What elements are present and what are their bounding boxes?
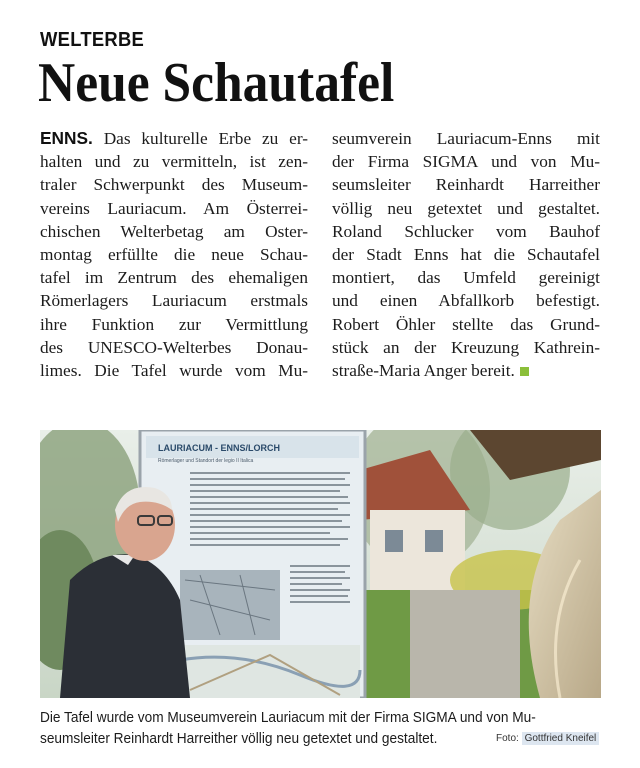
- body-line: chischen Welterbetag am Oster-: [40, 221, 308, 241]
- caption-line: seumsleiter Reinhardt Harreither völlig neu getextet und gestaltet.: [40, 730, 438, 747]
- credit-name: Gottfried Kneifel: [522, 732, 600, 745]
- photo-credit: [496, 733, 599, 744]
- body-line: und einen Abfallkorb befestigt.: [332, 291, 600, 311]
- body-line: montiert, das Umfeld gereinigt: [332, 268, 600, 288]
- left-column: [40, 127, 308, 382]
- right-column: [332, 127, 600, 382]
- body-line: seumsleiter Reinhardt Harreither: [332, 175, 600, 195]
- body-line: limes. Die Tafel wurde vom Mu-: [40, 361, 308, 381]
- body-line: stück an der Kreuzung Kathrein-: [332, 337, 600, 357]
- photo-illustration: [40, 430, 601, 698]
- body-line: halten und zu vermitteln, ist zen-: [40, 152, 308, 172]
- body-line: traler Schwerpunkt des Museum-: [40, 175, 308, 195]
- dateline: ENNS.: [40, 128, 93, 148]
- end-of-article-marker: [520, 367, 529, 376]
- credit-label: Foto:: [496, 733, 519, 744]
- body-line: des UNESCO-Welterbes Donau-: [40, 337, 308, 357]
- body-line: Robert Öhler stellte das Grund-: [332, 314, 600, 334]
- kicker: WELTERBE: [40, 29, 145, 51]
- headline: Neue Schautafel: [38, 52, 395, 114]
- body-line-last: [332, 359, 600, 382]
- body-line: der Stadt Enns hat die Schautafel: [332, 245, 600, 265]
- sign-title: LAURIACUM - ENNS/LORCH: [158, 443, 280, 453]
- body-line: montag erfüllte die neue Schau-: [40, 245, 308, 265]
- body-line: völlig neu getextet und gestaltet.: [332, 198, 600, 218]
- sign-subtitle: Römerlager und Standort der legio II Italica: [158, 458, 254, 464]
- body-line: tafel im Zentrum des ehemaligen: [40, 268, 308, 288]
- body-line: vereins Lauriacum. Am Österrei-: [40, 198, 308, 218]
- caption-line: Die Tafel wurde vom Museumverein Lauriacum mit der Firma SIGMA und von Mu-: [40, 709, 536, 726]
- body-line: [40, 127, 308, 150]
- body-line: der Firma SIGMA und von Mu-: [332, 152, 600, 172]
- article-photo: [40, 430, 601, 698]
- body-line-text: straße-Maria Anger bereit.: [332, 361, 515, 381]
- body-line: ihre Funktion zur Vermittlung: [40, 314, 308, 334]
- body-line: seumverein Lauriacum-Enns mit: [332, 129, 600, 148]
- body-line: Römerlagers Lauriacum erstmals: [40, 291, 308, 311]
- body-line: Roland Schlucker vom Bauhof: [332, 221, 600, 241]
- body-line-text: Das kulturelle Erbe zu er-: [103, 129, 308, 148]
